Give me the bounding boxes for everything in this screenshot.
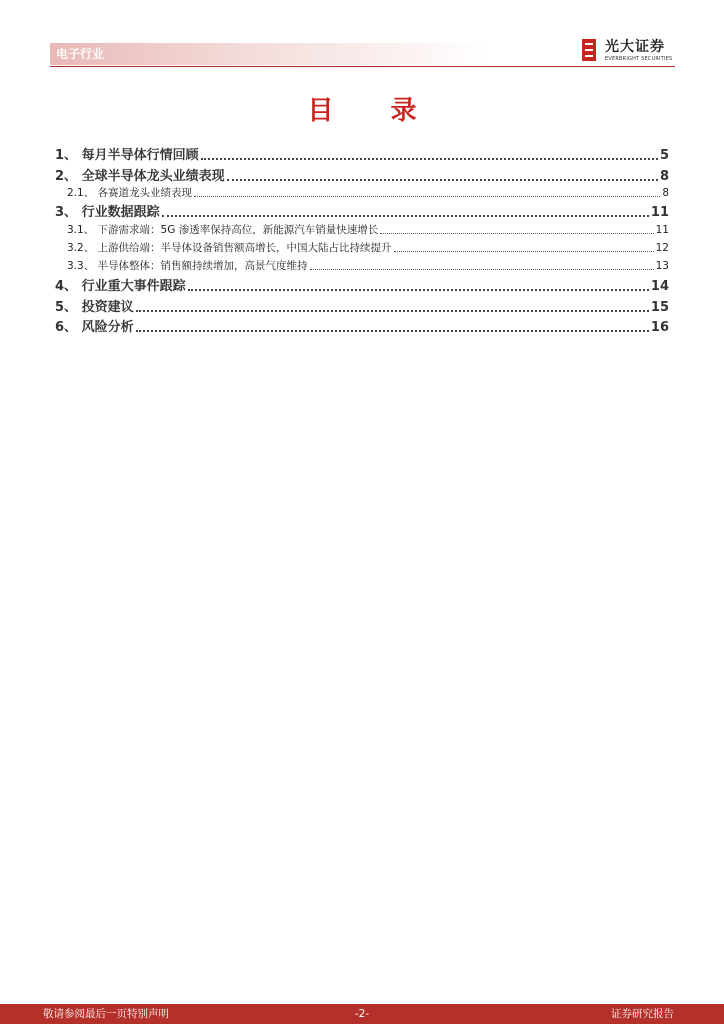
toc-entry-1[interactable] [55, 144, 669, 163]
toc-dot-leader [201, 157, 658, 160]
header-divider [50, 66, 675, 67]
footer-bar [0, 1004, 724, 1024]
toc-entry-page: 13 [655, 260, 669, 272]
toc-entry-page: 16 [650, 320, 669, 335]
toc-dot-leader [136, 329, 649, 332]
toc-entry-label: 3.2、 上游供给端：半导体设备销售额高增长，中国大陆占比持续提升 [67, 242, 392, 254]
logo-name: 光大证券 [605, 39, 665, 55]
toc-dot-leader [394, 250, 654, 252]
company-logo [580, 38, 680, 64]
toc-entry-page: 11 [650, 205, 669, 220]
toc-entry-page: 8 [662, 187, 669, 199]
toc-entry-5[interactable] [55, 296, 669, 315]
toc-entry-3-3[interactable] [55, 258, 669, 273]
toc-dot-leader [310, 268, 654, 270]
toc-entry-label: 3.1、 下游需求端：5G 渗透率保持高位，新能源汽车销量快速增长 [67, 224, 379, 236]
section-title: 电子行业 [56, 47, 105, 61]
header-band [50, 43, 490, 65]
everbright-logo-icon [580, 38, 600, 62]
toc-dot-leader [136, 309, 649, 312]
toc-title: 目 录 [307, 96, 441, 126]
toc-entry-label: 5、 投资建议 [55, 300, 134, 315]
toc-entry-label: 6、 风险分析 [55, 320, 134, 335]
toc-entry-page: 5 [659, 148, 669, 163]
toc-entry-label: 2.1、 各赛道龙头业绩表现 [67, 187, 193, 199]
toc-dot-leader [194, 195, 660, 197]
page-number: -2- [354, 1008, 370, 1020]
toc-entry-4[interactable] [55, 275, 669, 294]
toc-dot-leader [188, 288, 649, 291]
toc-entry-label: 3.3、 半导体整体：销售额持续增加，高景气度维持 [67, 260, 308, 272]
toc-entry-page: 8 [659, 169, 669, 184]
toc-entry-label: 3、 行业数据跟踪 [55, 205, 160, 220]
toc-entry-page: 12 [655, 242, 669, 254]
toc-entry-label: 1、 每月半导体行情回顾 [55, 148, 199, 163]
logo-subtitle: EVERBRIGHT SECURITIES [605, 56, 673, 62]
toc-entry-6[interactable] [55, 316, 669, 335]
toc-entry-label: 4、 行业重大事件跟踪 [55, 279, 186, 294]
toc-entry-3-1[interactable] [55, 222, 669, 237]
footer-disclaimer: 敬请参阅最后一页特别声明 [43, 1008, 169, 1020]
toc-dot-leader [162, 214, 649, 217]
footer-report-type: 证券研究报告 [611, 1008, 674, 1020]
toc-entry-2[interactable] [55, 165, 669, 184]
toc-entry-3[interactable] [55, 201, 669, 220]
toc-dot-leader [227, 178, 658, 181]
toc-entry-label: 2、 全球半导体龙头业绩表现 [55, 169, 225, 184]
toc-dot-leader [380, 232, 653, 234]
toc-entry-page: 11 [655, 224, 669, 236]
toc-entry-2-1[interactable] [55, 185, 669, 200]
toc-entry-3-2[interactable] [55, 240, 669, 255]
toc-entry-page: 15 [650, 300, 669, 315]
toc-entry-page: 14 [650, 279, 669, 294]
